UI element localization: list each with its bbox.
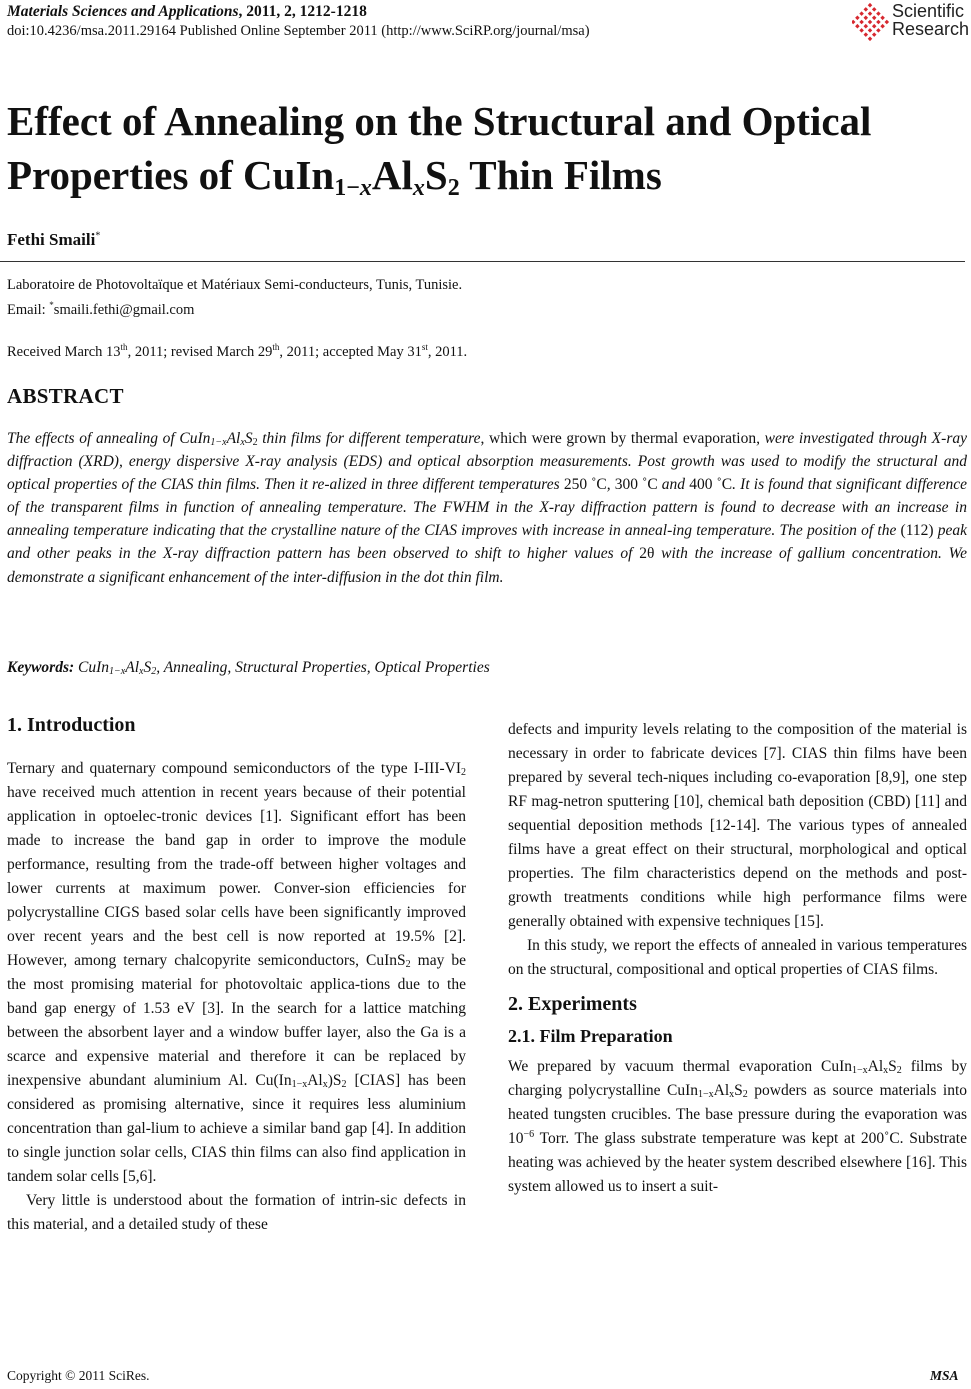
logo-text-line2: Research bbox=[892, 19, 970, 39]
abstract-temp: 400 ˚C bbox=[689, 476, 733, 494]
abstract-text: with the increase of gallium concentration. We demonstrate a significant enhancement of the inter-diffusion in the dot thin film. bbox=[7, 545, 967, 586]
volume-info: , 2011, 2, 1212-1218 bbox=[238, 3, 367, 20]
abstract-text: peak and other peaks in the X-ray diffraction pattern has been observed to shift to higher values of bbox=[7, 522, 967, 563]
abstract-text: , bbox=[606, 476, 615, 494]
title-text: Al bbox=[371, 152, 413, 198]
keywords: Keywords: $CuIn_{1-x}Al_xS_2$, Annealing, Structural Properties, Optical Properties bbox=[7, 659, 490, 677]
body-sub: 1−x bbox=[852, 1065, 868, 1076]
logo-dot bbox=[876, 11, 881, 16]
body-text: powders as source materials into heated tungsten crucibles. The base pressure during the evaporation was 10 bbox=[508, 1082, 967, 1147]
scirp-logo-icon bbox=[852, 2, 892, 42]
logo-dot bbox=[859, 11, 864, 16]
date-sup: st bbox=[421, 342, 428, 352]
logo-dot bbox=[872, 24, 877, 29]
footer-journal-abbr: MSA bbox=[930, 1368, 959, 1383]
keyword-text: Al bbox=[125, 659, 140, 676]
body-text: We prepared by vacuum thermal evaporation CuIn bbox=[508, 1058, 853, 1075]
logo-dot bbox=[872, 7, 877, 12]
subsection-heading-film-preparation: 2.1. Film Preparation bbox=[508, 1026, 673, 1046]
paper-title bbox=[7, 94, 967, 202]
abstract-text: thin films for different temperature bbox=[257, 430, 481, 447]
body-text: Ternary and quaternary compound semiconductors of the type I-III-VI bbox=[7, 760, 461, 777]
body-text: may be the most promising material for photovoltaic applica-tions due to the band gap energy of 1.53 eV [3]. In the search for a lattice matching between the absorbent layer and a window buffer layer, also the Ga is a scarce and expensive material and therefore it can be replaced by inexpensive abundant aluminium Al. Cu(In bbox=[7, 952, 466, 1089]
right-column bbox=[508, 718, 967, 1199]
author-name bbox=[7, 230, 100, 250]
body-sup: −6 bbox=[523, 1129, 535, 1140]
body-sub: x bbox=[883, 1065, 889, 1076]
body-text: have received much attention in recent years because of their potential application in optoelec-tronic devices [1]. Significant effort has been made to increase the band gap in order to improve the module performance, resulting from the trade-off between higher voltages and lower currents at maximum power. Conver-sion efficiencies for polycrystalline CIGS based solar cells have been significantly improved over recent years and the best cell is now reported at 19.5% [2]. However, among ternary chalcopyrite semiconductors, CuInS bbox=[7, 784, 466, 969]
abstract-text: , which were grown by thermal evaporation bbox=[480, 430, 757, 447]
body-text: Torr. The glass substrate temperature was kept at 200˚C. Substrate heating was achieved by the heater system described elsewhere [16]. This system allowed us to insert a suit- bbox=[508, 1130, 967, 1195]
logo-dot bbox=[880, 16, 885, 21]
body-text: )S bbox=[327, 1072, 342, 1089]
footer-copyright: Copyright © 2011 SciRes. bbox=[7, 1368, 150, 1383]
intro-paragraph-1 bbox=[7, 757, 466, 1189]
logo-dot bbox=[855, 16, 860, 21]
title-sub-var: x bbox=[412, 175, 425, 201]
email-mark: * bbox=[49, 300, 54, 310]
experiments-paragraph-1 bbox=[508, 1055, 967, 1199]
logo-text-line1: Scientific bbox=[892, 1, 965, 21]
body-sub: 2 bbox=[341, 1079, 347, 1090]
abstract-miller: (112) bbox=[900, 522, 934, 540]
logo-dot bbox=[872, 16, 877, 21]
received-dates bbox=[7, 337, 467, 362]
abstract-angle: 2θ bbox=[639, 545, 655, 563]
title-text: S bbox=[424, 152, 448, 198]
body-sub: 2 bbox=[461, 767, 466, 778]
keyword-text: CuIn bbox=[78, 659, 110, 676]
abstract-sub: 2 bbox=[252, 437, 258, 448]
logo-dot bbox=[868, 20, 873, 25]
logo-dot bbox=[859, 28, 864, 33]
journal-citation bbox=[7, 3, 367, 21]
abstract-text: and bbox=[657, 476, 690, 494]
keyword-sub: 2 bbox=[151, 666, 157, 677]
abstract-text: The effects of annealing of CuIn bbox=[7, 430, 211, 447]
date-text: Received March 13 bbox=[7, 343, 121, 360]
date-text: , 2011; accepted May 31 bbox=[279, 343, 422, 360]
abstract-temp: 250 ˚C bbox=[563, 476, 607, 494]
doi-line: doi:10.4236/msa.2011.29164 Published Online September 2011 (http://www.SciRP.org/journal/msa) bbox=[7, 23, 590, 39]
abstract-temp: 300 ˚C bbox=[614, 476, 658, 494]
body-sub: x bbox=[729, 1089, 735, 1100]
logo-dot bbox=[855, 24, 860, 29]
date-sup: th bbox=[120, 342, 128, 352]
body-sub: 2 bbox=[742, 1089, 748, 1100]
keywords-label: Keywords bbox=[7, 659, 69, 676]
logo-dot bbox=[868, 11, 873, 16]
body-text: [CIAS] has been considered as promising alternative, since it requires less aluminium concentration than gal-lium to achieve a similar band gap [4]. In addition to single junction solar cells, CIAS thin films can also find application in tandem solar cells [5,6]. bbox=[7, 1072, 466, 1185]
author-text: Fethi Smaili bbox=[7, 230, 96, 249]
keyword-text: , Annealing, Structural Properties, Optical Properties bbox=[156, 659, 490, 676]
section-heading-introduction: 1. Introduction bbox=[7, 714, 136, 736]
date-text: , 2011; revised March 29 bbox=[127, 343, 273, 360]
body-text: Al bbox=[713, 1082, 730, 1099]
body-text: S bbox=[734, 1082, 743, 1099]
logo-dot bbox=[868, 28, 873, 33]
logo-dot bbox=[864, 7, 869, 12]
abstract-text: ), energy dispersive X-ray analysis ( bbox=[113, 453, 349, 471]
title-text: Properties of CuIn bbox=[7, 152, 335, 198]
intro-paragraph-2: Very little is understood about the formation of intrin-sic defects in this material, and a detailed study of these bbox=[7, 1192, 466, 1233]
abstract-text: XRD bbox=[83, 453, 114, 471]
title-line-2 bbox=[7, 148, 967, 202]
body-text: films by charging polycrystalline CuIn bbox=[508, 1058, 967, 1099]
intro-paragraph-4: In this study, we report the effects of annealed in various temperatures on the structural, compositional and optical properties of CIAS films. bbox=[508, 937, 967, 978]
body-sub: x bbox=[322, 1079, 328, 1090]
body-sub: 1−x bbox=[698, 1089, 714, 1100]
body-text: Al bbox=[307, 1072, 323, 1089]
intro-paragraph-3: defects and impurity levels relating to the composition of the material is necessary in order to fabricate devices [7]. CIAS thin films have been prepared by several tech-niques including co-evaporation [8,9], one step RF mag-netron sputtering [10], chemical bath deposition (CBD) [11] and sequential deposition methods [12-14]. The various types of annealed films have a great effect on their structural, morphological and optical properties. The film characteristics depend on the methods and post-growth treatments conditions while high performance films were generally obtained with expensive techniques [15]. bbox=[508, 721, 967, 930]
date-sup: th bbox=[272, 342, 280, 352]
email-line bbox=[7, 295, 194, 320]
logo-dot bbox=[885, 20, 890, 25]
keyword-sub: 1−x bbox=[109, 666, 126, 677]
email-label: Email: bbox=[7, 301, 50, 318]
publisher-logo bbox=[852, 2, 970, 44]
header-divider bbox=[0, 261, 965, 262]
title-subscript: 2 bbox=[447, 175, 460, 201]
title-sub-var: x bbox=[359, 175, 372, 201]
logo-dot bbox=[876, 28, 881, 33]
logo-dot bbox=[876, 20, 881, 25]
journal-name: Materials Sciences and Applications bbox=[7, 3, 239, 20]
abstract-text: . It is found that significant difference of the transparent films in function of annealing temperature. The FWHM in the X-ray diffraction pattern is found to decrease with an increase in annealing temperature indicating that the crystalline nature of the CIAS improves with increase in anneal-ing temperature. The position of the bbox=[7, 476, 967, 540]
logo-dot bbox=[868, 37, 873, 42]
abstract-body bbox=[7, 427, 967, 589]
logo-dot bbox=[852, 20, 855, 25]
title-line-1: Effect of Annealing on the Structural and Optical bbox=[7, 98, 872, 144]
logo-dot bbox=[859, 20, 864, 25]
title-sub-text: 1− bbox=[334, 175, 360, 201]
body-sub: 2 bbox=[896, 1065, 902, 1076]
logo-dot bbox=[880, 24, 885, 29]
body-sub: 2 bbox=[405, 959, 411, 970]
author-mark: * bbox=[95, 230, 101, 242]
body-text: S bbox=[888, 1058, 897, 1075]
abstract-sub: x bbox=[240, 437, 245, 448]
left-column bbox=[7, 757, 466, 1237]
logo-dot bbox=[864, 16, 869, 21]
keyword-text: S bbox=[143, 659, 152, 676]
affiliation: Laboratoire de Photovoltaïque et Matériaux Semi-conducteurs, Tunis, Tunisie. bbox=[7, 277, 463, 293]
email-address[interactable]: smaili.fethi@gmail.com bbox=[53, 301, 195, 318]
abstract-text: S bbox=[244, 430, 253, 447]
abstract-text: , were investigated through X-ray diffraction ( bbox=[7, 430, 967, 471]
title-text: Thin Films bbox=[459, 152, 662, 198]
abstract-text: Al bbox=[226, 430, 241, 447]
title-subscript bbox=[334, 175, 372, 201]
abstract-sub: 1−x bbox=[210, 437, 227, 448]
abstract-text: EDS bbox=[348, 453, 378, 471]
abstract-heading: ABSTRACT bbox=[7, 384, 124, 408]
section-heading-experiments: 2. Experiments bbox=[508, 993, 637, 1015]
title-subscript bbox=[413, 175, 425, 201]
body-text: Al bbox=[867, 1058, 884, 1075]
logo-dot bbox=[872, 32, 877, 37]
logo-dot bbox=[864, 24, 869, 29]
date-text: , 2011. bbox=[427, 343, 468, 360]
logo-text bbox=[892, 2, 969, 38]
abstract-text: ) and optical absorption measurements. Post growth was used to modify the structural and optical properties of the CIAS thin films. Then it re-alized in three different temperatures bbox=[7, 453, 967, 494]
keyword-sub: x bbox=[139, 666, 144, 677]
logo-dot bbox=[864, 32, 869, 37]
body-sub: 1−x bbox=[291, 1079, 308, 1090]
logo-dot bbox=[868, 3, 873, 8]
